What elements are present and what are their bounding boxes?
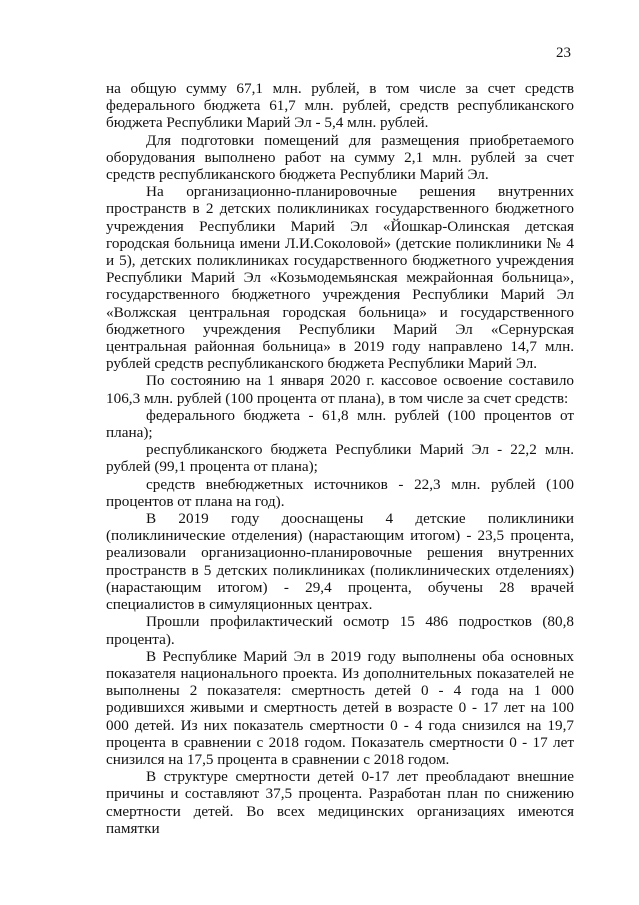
- paragraph: По состоянию на 1 января 2020 г. кассовое освоение составило 106,3 млн. рублей (100 процента от плана), в том числе за счет средств:: [106, 372, 574, 407]
- paragraph: на общую сумму 67,1 млн. рублей, в том числе за счет средств федерального бюджета 61,7 млн. рублей, средств республиканского бюджета Республики Марий Эл - 5,4 млн. рублей.: [106, 80, 574, 132]
- page-number: 23: [556, 45, 571, 61]
- paragraph: средств внебюджетных источников - 22,3 млн. рублей (100 процентов от плана на год).: [106, 475, 574, 510]
- paragraph: В структуре смертности детей 0-17 лет преобладают внешние причины и составляют 37,5 процента. Разработан план по снижению смертности детей. Во всех медицинских организациях имеются памятки: [106, 768, 574, 837]
- paragraph: Прошли профилактический осмотр 15 486 подростков (80,8 процента).: [106, 613, 574, 648]
- paragraph: республиканского бюджета Республики Марий Эл - 22,2 млн. рублей (99,1 процента от плана);: [106, 441, 574, 476]
- paragraph: На организационно-планировочные решения внутренних пространств в 2 детских поликлиниках государственного бюджетного учреждения Республики Марий Эл «Йошкар-Олинская детская городская больница имени Л.И.Соколовой» (детские поликлиники № 4 и 5), детских поликлиниках государственного бюджетного учреждения Республики Марий Эл «Козьмодемьянская межрайонная больница», государственного бюджетного учреждения Республики Марий Эл «Волжская центральная городская больница» и государственного бюджетного учреждения Республики Марий Эл «Сернурская центральная районная больница» в 2019 году направлено 14,7 млн. рублей средств республиканского бюджета Республики Марий Эл.: [106, 183, 574, 373]
- body-text: [106, 80, 574, 837]
- paragraph: В 2019 году дооснащены 4 детские поликлиники (поликлинические отделения) (нарастающим итогом) - 23,5 процента, реализовали организационно-планировочные решения внутренних пространств в 5 детских поликлиниках (поликлинических отделениях) (нарастающим итогом) - 29,4 процента, обучены 28 врачей специалистов в симуляционных центрах.: [106, 510, 574, 614]
- paragraph: федерального бюджета - 61,8 млн. рублей (100 процентов от плана);: [106, 406, 574, 442]
- paragraph: В Республике Марий Эл в 2019 году выполнены оба основных показателя национального проекта. Из дополнительных показателей не выполнены 2 показателя: смертность детей 0 - 4 года на 1 000 родившихся живыми и смертность детей в возрасте 0 - 17 лет на 100 000 детей. Из них показатель смертности 0 - 4 года снизился на 19,7 процента в сравнении с 2018 годом. Показатель смертности 0 - 17 лет снизился на 17,5 процента в сравнении с 2018 годом.: [106, 647, 574, 768]
- paragraph: Для подготовки помещений для размещения приобретаемого оборудования выполнено работ на сумму 2,1 млн. рублей за счет средств республиканского бюджета Республики Марий Эл.: [106, 131, 574, 184]
